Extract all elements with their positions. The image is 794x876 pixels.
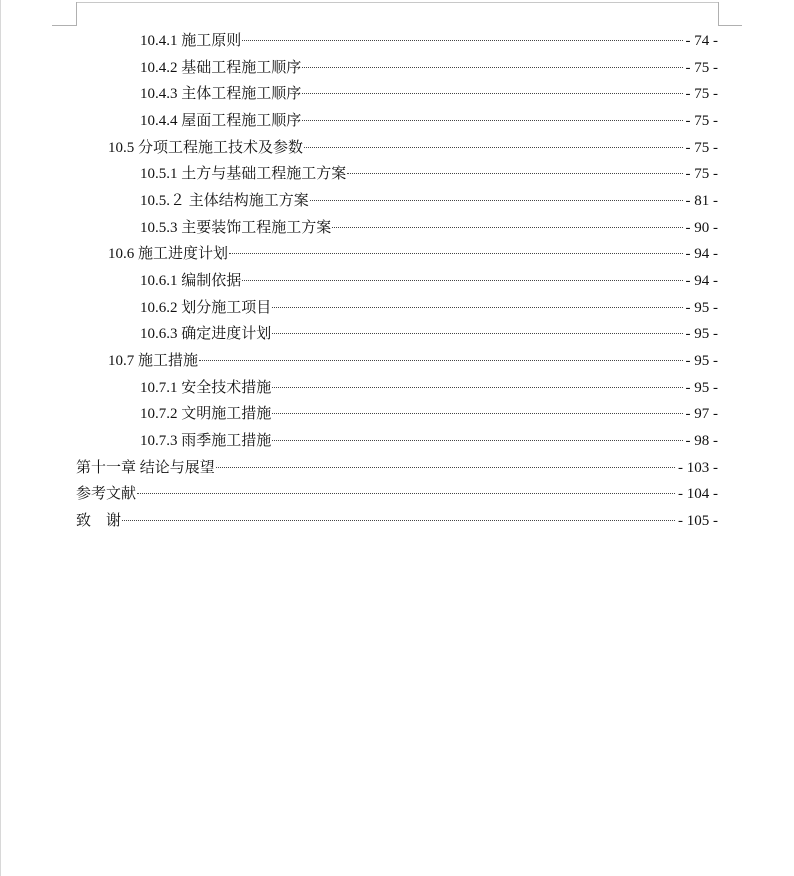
toc-page-number: - 94 -: [685, 273, 718, 289]
toc-entry-label: 10.4.4 屋面工程施工顺序: [140, 113, 302, 129]
toc-entry[interactable]: [140, 81, 718, 107]
toc-page-number: - 95 -: [685, 326, 718, 342]
toc-entry[interactable]: [108, 135, 718, 161]
toc-entry[interactable]: [140, 188, 718, 214]
toc-dot-leader: [310, 199, 683, 201]
toc-entry[interactable]: [76, 455, 718, 481]
toc-entry-label: 10.6.2 划分施工项目: [140, 300, 272, 316]
toc-dot-leader: [272, 412, 682, 414]
toc-dot-leader: [332, 226, 682, 228]
toc-entry[interactable]: [108, 348, 718, 374]
toc-entry[interactable]: [140, 161, 718, 187]
toc-page-number: - 103 -: [678, 460, 718, 476]
toc-entry-label: 参考文献: [76, 486, 137, 502]
crop-mark-top-right-v: [718, 2, 719, 26]
toc-entry-label: 10.5 分项工程施工技术及参数: [108, 140, 304, 156]
toc-entry[interactable]: [140, 268, 718, 294]
toc-page-number: - 95 -: [685, 353, 718, 369]
toc-page-number: - 75 -: [685, 113, 718, 129]
toc-entry[interactable]: [140, 55, 718, 81]
toc-dot-leader: [302, 92, 682, 94]
toc-entry[interactable]: [76, 508, 718, 534]
toc-dot-leader: [122, 519, 675, 521]
toc-dot-leader: [137, 492, 675, 494]
toc-dot-leader: [242, 39, 682, 41]
toc-dot-leader: [272, 439, 682, 441]
toc-page-number: - 81 -: [685, 193, 718, 209]
toc-dot-leader: [347, 172, 682, 174]
toc-page-number: - 97 -: [685, 406, 718, 422]
toc-page-number: - 94 -: [685, 246, 718, 262]
crop-mark-top-left-v: [76, 2, 77, 26]
toc-entry-label: 10.4.1 施工原则: [140, 33, 242, 49]
toc-entry-label: 10.5.3 主要装饰工程施工方案: [140, 220, 332, 236]
toc-entry-label: 10.7 施工措施: [108, 353, 199, 369]
toc-entry-label: 10.7.3 雨季施工措施: [140, 433, 272, 449]
toc-entry[interactable]: [140, 108, 718, 134]
toc-entry-label: 10.5.２ 主体结构施工方案: [140, 193, 309, 209]
toc-entry-label: 10.6 施工进度计划: [108, 246, 229, 262]
toc-page-number: - 74 -: [685, 33, 718, 49]
toc-dot-leader: [242, 279, 682, 281]
toc-page-number: - 105 -: [678, 513, 718, 529]
toc-entry-label: 10.6.1 编制依据: [140, 273, 242, 289]
toc-entry-label: 第十一章 结论与展望: [76, 460, 215, 476]
toc-page-number: - 75 -: [685, 86, 718, 102]
toc-dot-leader: [304, 146, 682, 148]
toc-dot-leader: [302, 66, 682, 68]
toc-entry[interactable]: [140, 321, 718, 347]
crop-mark-top-right-h: [718, 25, 742, 26]
toc-entry[interactable]: [140, 401, 718, 427]
toc-dot-leader: [272, 386, 682, 388]
toc-entry[interactable]: [140, 295, 718, 321]
toc-entry-label: 10.4.2 基础工程施工顺序: [140, 60, 302, 76]
toc-dot-leader: [302, 119, 682, 121]
toc-dot-leader: [272, 306, 682, 308]
toc-entry-label: 10.6.3 确定进度计划: [140, 326, 272, 342]
toc-entry[interactable]: [76, 481, 718, 507]
toc-entry-label: 10.7.1 安全技术措施: [140, 380, 272, 396]
toc-dot-leader: [229, 252, 682, 254]
toc-entry-label: 10.4.3 主体工程施工顺序: [140, 86, 302, 102]
toc-dot-leader: [216, 466, 675, 468]
toc-dot-leader: [272, 332, 682, 334]
toc-entry-label: 10.7.2 文明施工措施: [140, 406, 272, 422]
toc-entry[interactable]: [108, 241, 718, 267]
toc-page-number: - 75 -: [685, 60, 718, 76]
toc-page-number: - 95 -: [685, 300, 718, 316]
toc-page-number: - 75 -: [685, 166, 718, 182]
toc-entry-label: 10.5.1 土方与基础工程施工方案: [140, 166, 347, 182]
toc-page-number: - 98 -: [685, 433, 718, 449]
toc-entry[interactable]: [140, 375, 718, 401]
toc-dot-leader: [199, 359, 682, 361]
toc-entry[interactable]: [140, 28, 718, 54]
page-left-edge: [0, 0, 1, 876]
crop-mark-top-left-h: [52, 25, 76, 26]
toc-entry[interactable]: [140, 428, 718, 454]
toc-page-number: - 104 -: [678, 486, 718, 502]
page-top-border: [76, 2, 719, 3]
toc-page-number: - 95 -: [685, 380, 718, 396]
toc-page-number: - 75 -: [685, 140, 718, 156]
toc-entry[interactable]: [140, 215, 718, 241]
toc-page-number: - 90 -: [685, 220, 718, 236]
toc-entry-label: 致 谢: [76, 513, 122, 529]
